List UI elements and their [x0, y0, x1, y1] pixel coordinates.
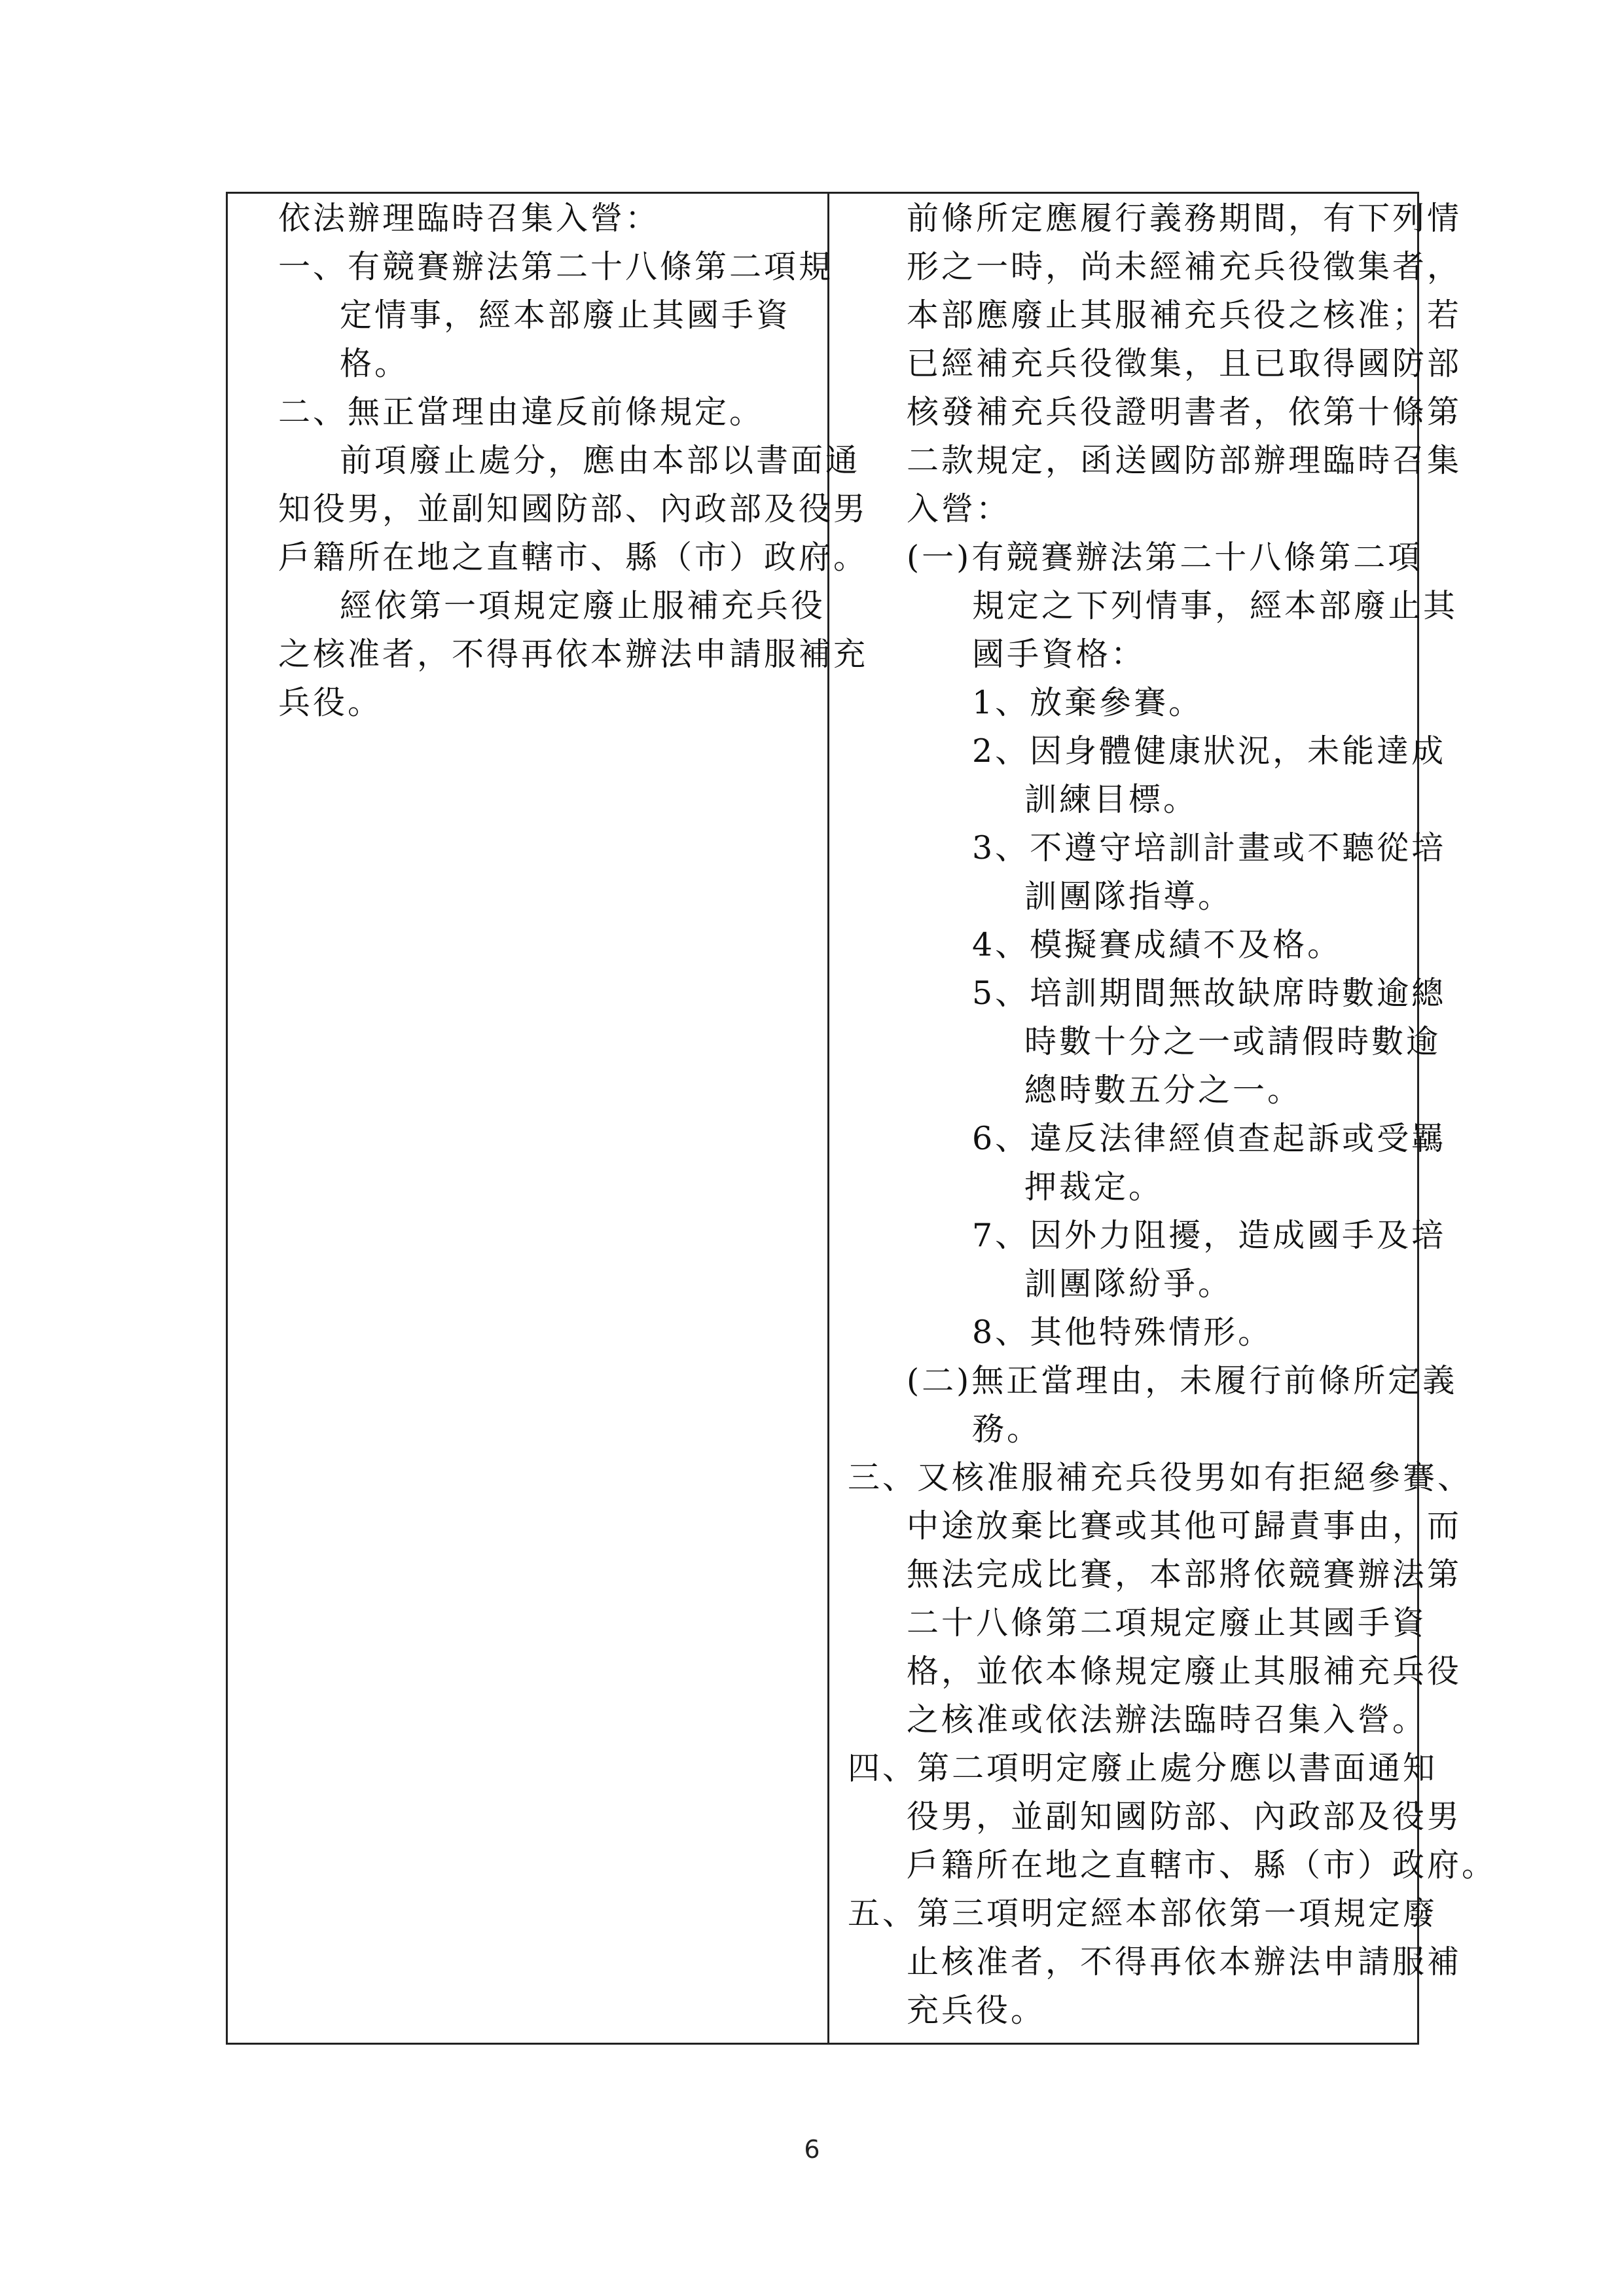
right-line: 時數十分之一或請假時數逾 — [1024, 1023, 1441, 1060]
right-line: 訓練目標。 — [1024, 781, 1199, 818]
left-line: 二、無正當理由違反前條規定。 — [278, 393, 765, 431]
right-line: 之核准或依法辦法臨時召集入營。 — [907, 1701, 1428, 1738]
left-line: 格。 — [340, 345, 410, 382]
right-line: 五、第三項明定經本部依第一項規定廢 — [848, 1895, 1438, 1932]
right-line: 總時數五分之一。 — [1024, 1071, 1303, 1109]
left-line: 兵役。 — [278, 684, 383, 721]
right-line: 前條所定應履行義務期間，有下列情 — [907, 200, 1462, 237]
right-line: 務。 — [972, 1410, 1042, 1448]
right-line: 2、因身體健康狀況，未能達成 — [972, 732, 1447, 770]
right-line: 訓團隊紛爭。 — [1024, 1265, 1233, 1302]
left-line: 之核准者，不得再依本辦法申請服補充 — [278, 636, 869, 673]
right-line: 5、培訓期間無故缺席時數逾總 — [972, 975, 1447, 1012]
right-line: 格，並依本條規定廢止其服補充兵役 — [907, 1653, 1462, 1690]
right-line: 已經補充兵役徵集，且已取得國防部 — [907, 345, 1462, 382]
right-line: 本部應廢止其服補充兵役之核准；若 — [907, 296, 1462, 334]
right-line: 3、不遵守培訓計畫或不聽從培 — [972, 829, 1447, 867]
right-line: 訓團隊指導。 — [1024, 878, 1233, 915]
right-line: 無法完成比賽，本部將依競賽辦法第 — [907, 1556, 1462, 1593]
right-line: (一)有競賽辦法第二十八條第二項 — [907, 539, 1423, 576]
right-line: 押裁定。 — [1024, 1168, 1164, 1206]
right-line: 形之一時，尚未經補充兵役徵集者， — [907, 248, 1462, 285]
right-line: 1、放棄參賽。 — [972, 684, 1204, 721]
right-line: 入營： — [907, 490, 1011, 528]
left-line: 知役男，並副知國防部、內政部及役男 — [278, 490, 869, 528]
right-line: 三、又核准服補充兵役男如有拒絕參賽、 — [848, 1459, 1473, 1496]
right-line: 二款規定，函送國防部辦理臨時召集 — [907, 442, 1462, 479]
right-line: 6、違反法律經偵查起訴或受羈 — [972, 1120, 1447, 1157]
right-line: 止核准者，不得再依本辦法申請服補 — [907, 1943, 1462, 1981]
right-line: 4、模擬賽成績不及格。 — [972, 926, 1343, 963]
right-line: 7、因外力阻擾，造成國手及培 — [972, 1217, 1447, 1254]
right-line: 二十八條第二項規定廢止其國手資 — [907, 1604, 1428, 1641]
right-line: 國手資格： — [972, 636, 1146, 673]
right-line: 役男，並副知國防部、內政部及役男 — [907, 1798, 1462, 1835]
right-line: 規定之下列情事，經本部廢止其 — [972, 587, 1458, 624]
left-line: 前項廢止處分，應由本部以書面通 — [340, 442, 861, 479]
left-line: 依法辦理臨時召集入營： — [278, 200, 660, 237]
right-line: 核發補充兵役證明書者，依第十條第 — [907, 393, 1462, 431]
right-line: 四、第二項明定廢止處分應以書面通知 — [848, 1749, 1438, 1787]
right-line: 戶籍所在地之直轄市、縣（市）政府。 — [907, 1846, 1497, 1884]
page-number: 6 — [804, 2135, 820, 2164]
right-line: 中途放棄比賽或其他可歸責事由，而 — [907, 1507, 1462, 1545]
left-line: 一、有競賽辦法第二十八條第二項規 — [278, 248, 834, 285]
right-line: 8、其他特殊情形。 — [972, 1314, 1273, 1351]
left-line: 定情事，經本部廢止其國手資 — [340, 296, 791, 334]
right-line: (二)無正當理由，未履行前條所定義 — [907, 1362, 1458, 1399]
comparison-table — [226, 192, 1497, 2045]
right-line: 充兵役。 — [907, 1992, 1046, 2029]
left-line: 戶籍所在地之直轄市、縣（市）政府。 — [278, 539, 869, 576]
left-line: 經依第一項規定廢止服補充兵役 — [340, 587, 826, 624]
